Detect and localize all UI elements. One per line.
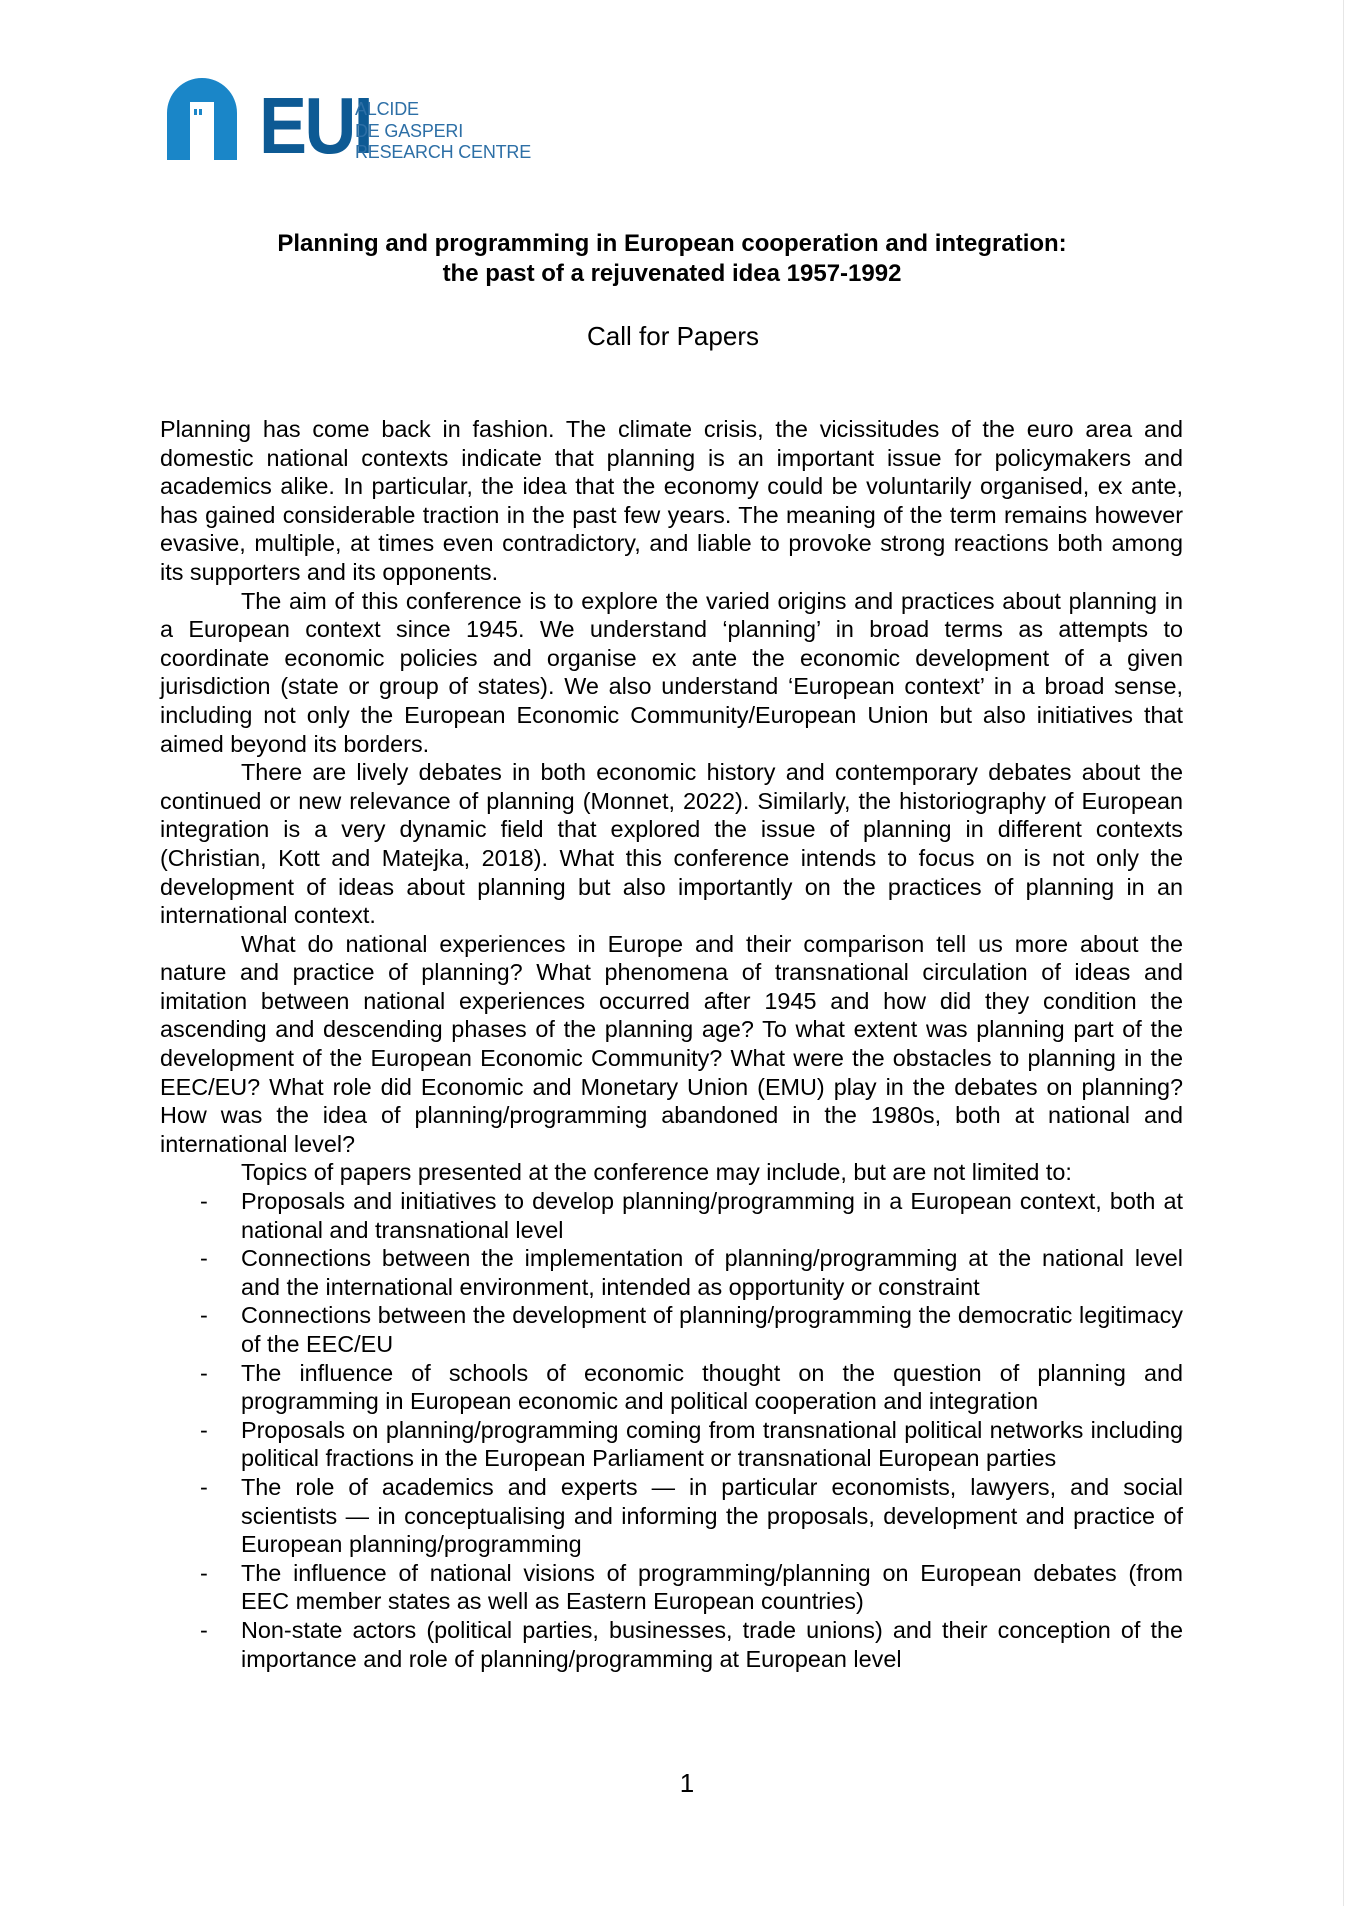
logo-line: DE GASPERI (355, 120, 464, 141)
paragraph: Planning has come back in fashion. The climate crisis, the vicissitudes of the euro area and domestic national contexts indicate that planning is an important issue for policymakers and academics alike. In particular, the idea that the economy could be voluntarily organised, ex ante, has gained considerable traction in the past few years. The meaning of the term remains however evasive, multiple, at times even contradictory, and liable to provoke strong reactions both among its supporters and its opponents. (160, 416, 1183, 585)
arch-door-icon (167, 78, 237, 160)
list-item (160, 1244, 1183, 1301)
list-item-text: The influence of national visions of programming/planning on European debates (from EEC member states as well as Eastern European countries) (241, 1559, 1183, 1615)
list-item (160, 1359, 1183, 1416)
bullet-dash-icon: - (200, 1245, 208, 1272)
list-item-text: The role of academics and experts — in particular economists, lawyers, and social scientists — in conceptualising and informing the proposals, development and practice of European planning/programming (241, 1473, 1183, 1558)
bullet-dash-icon: - (200, 1302, 208, 1329)
bullet-dash-icon: - (200, 1473, 208, 1500)
paragraph: There are lively debates in both economic history and contemporary debates about the continued or new relevance of planning (Monnet, 2022). Similarly, the historiography of European integration is a very dynamic field that explored the issue of planning in different contexts (Christian, Kott and Matejka, 2018). What this conference intends to focus on is not only the development of ideas about planning but also importantly on the practices of planning in an international context. (160, 759, 1183, 929)
title-line-1: Planning and programming in European cooperation and integration: (277, 230, 1067, 257)
list-item (160, 1301, 1183, 1358)
list-item (160, 1187, 1183, 1244)
paragraph: What do national experiences in Europe and their comparison tell us more about the nature and practice of planning? What phenomena of transnational circulation of ideas and imitation between national experiences occurred after 1945 and how did they condition the ascending and descending phases of the planning age? To what extent was planning part of the development of the European Economic Community? What were the obstacles to planning in the EEC/EU? What role did Economic and Monetary Union (EMU) play in the debates on planning? How was the idea of planning/programming abandoned in the 1980s, both at national and international level? (160, 930, 1183, 1157)
bullet-dash-icon: - (200, 1359, 208, 1386)
logo-centre-name (355, 99, 531, 164)
topics-intro: Topics of papers presented at the conference may include, but are not limited to: (241, 1159, 1072, 1186)
list-item (160, 1473, 1183, 1559)
logo-acronym: EUI (259, 81, 371, 170)
list-item (160, 1416, 1183, 1473)
bullet-dash-icon: - (200, 1416, 208, 1443)
eui-logo (167, 78, 547, 170)
document-subtitle: Call for Papers (587, 321, 759, 351)
logo-line: ALCIDE (355, 99, 419, 119)
logo-line: RESEARCH CENTRE (355, 142, 532, 162)
document-body (160, 415, 1183, 1673)
title-line-2: the past of a rejuvenated idea 1957-1992 (442, 260, 902, 287)
page-number: 1 (679, 1768, 695, 1798)
list-item-text: Non-state actors (political parties, businesses, trade unions) and their conception of the importance and role of planning/programming at European level (241, 1616, 1183, 1672)
list-item (160, 1559, 1183, 1616)
document-title (0, 229, 1346, 289)
bullet-dash-icon: - (200, 1188, 208, 1215)
list-item-text: Connections between the implementation of planning/programming at the national level and the international environment, intended as opportunity or constraint (241, 1245, 1183, 1300)
list-item-text: Proposals on planning/programming coming from transnational political networks including political fractions in the European Parliament or transnational European parties (241, 1416, 1183, 1472)
bullet-dash-icon: - (200, 1559, 208, 1586)
list-item-text: Proposals and initiatives to develop planning/programming in a European context, both at national and transnational level (241, 1188, 1183, 1243)
bullet-dash-icon: - (200, 1616, 208, 1643)
list-item-text: The influence of schools of economic thought on the question of planning and programming in European economic and political cooperation and integration (241, 1359, 1183, 1415)
paragraph: The aim of this conference is to explore the varied origins and practices about planning in a European context since 1945. We understand ‘planning’ in broad terms as attempts to coordinate economic policies and organise ex ante the economic development of a given jurisdiction (state or group of states). We also understand ‘European context’ in a broad sense, including not only the European Economic Community/European Union but also initiatives that aimed beyond its borders. (160, 587, 1183, 757)
list-item (160, 1616, 1183, 1673)
topics-list (160, 1187, 1183, 1673)
list-item-text: Connections between the development of planning/programming the democratic legitimacy of the EEC/EU (241, 1302, 1183, 1357)
